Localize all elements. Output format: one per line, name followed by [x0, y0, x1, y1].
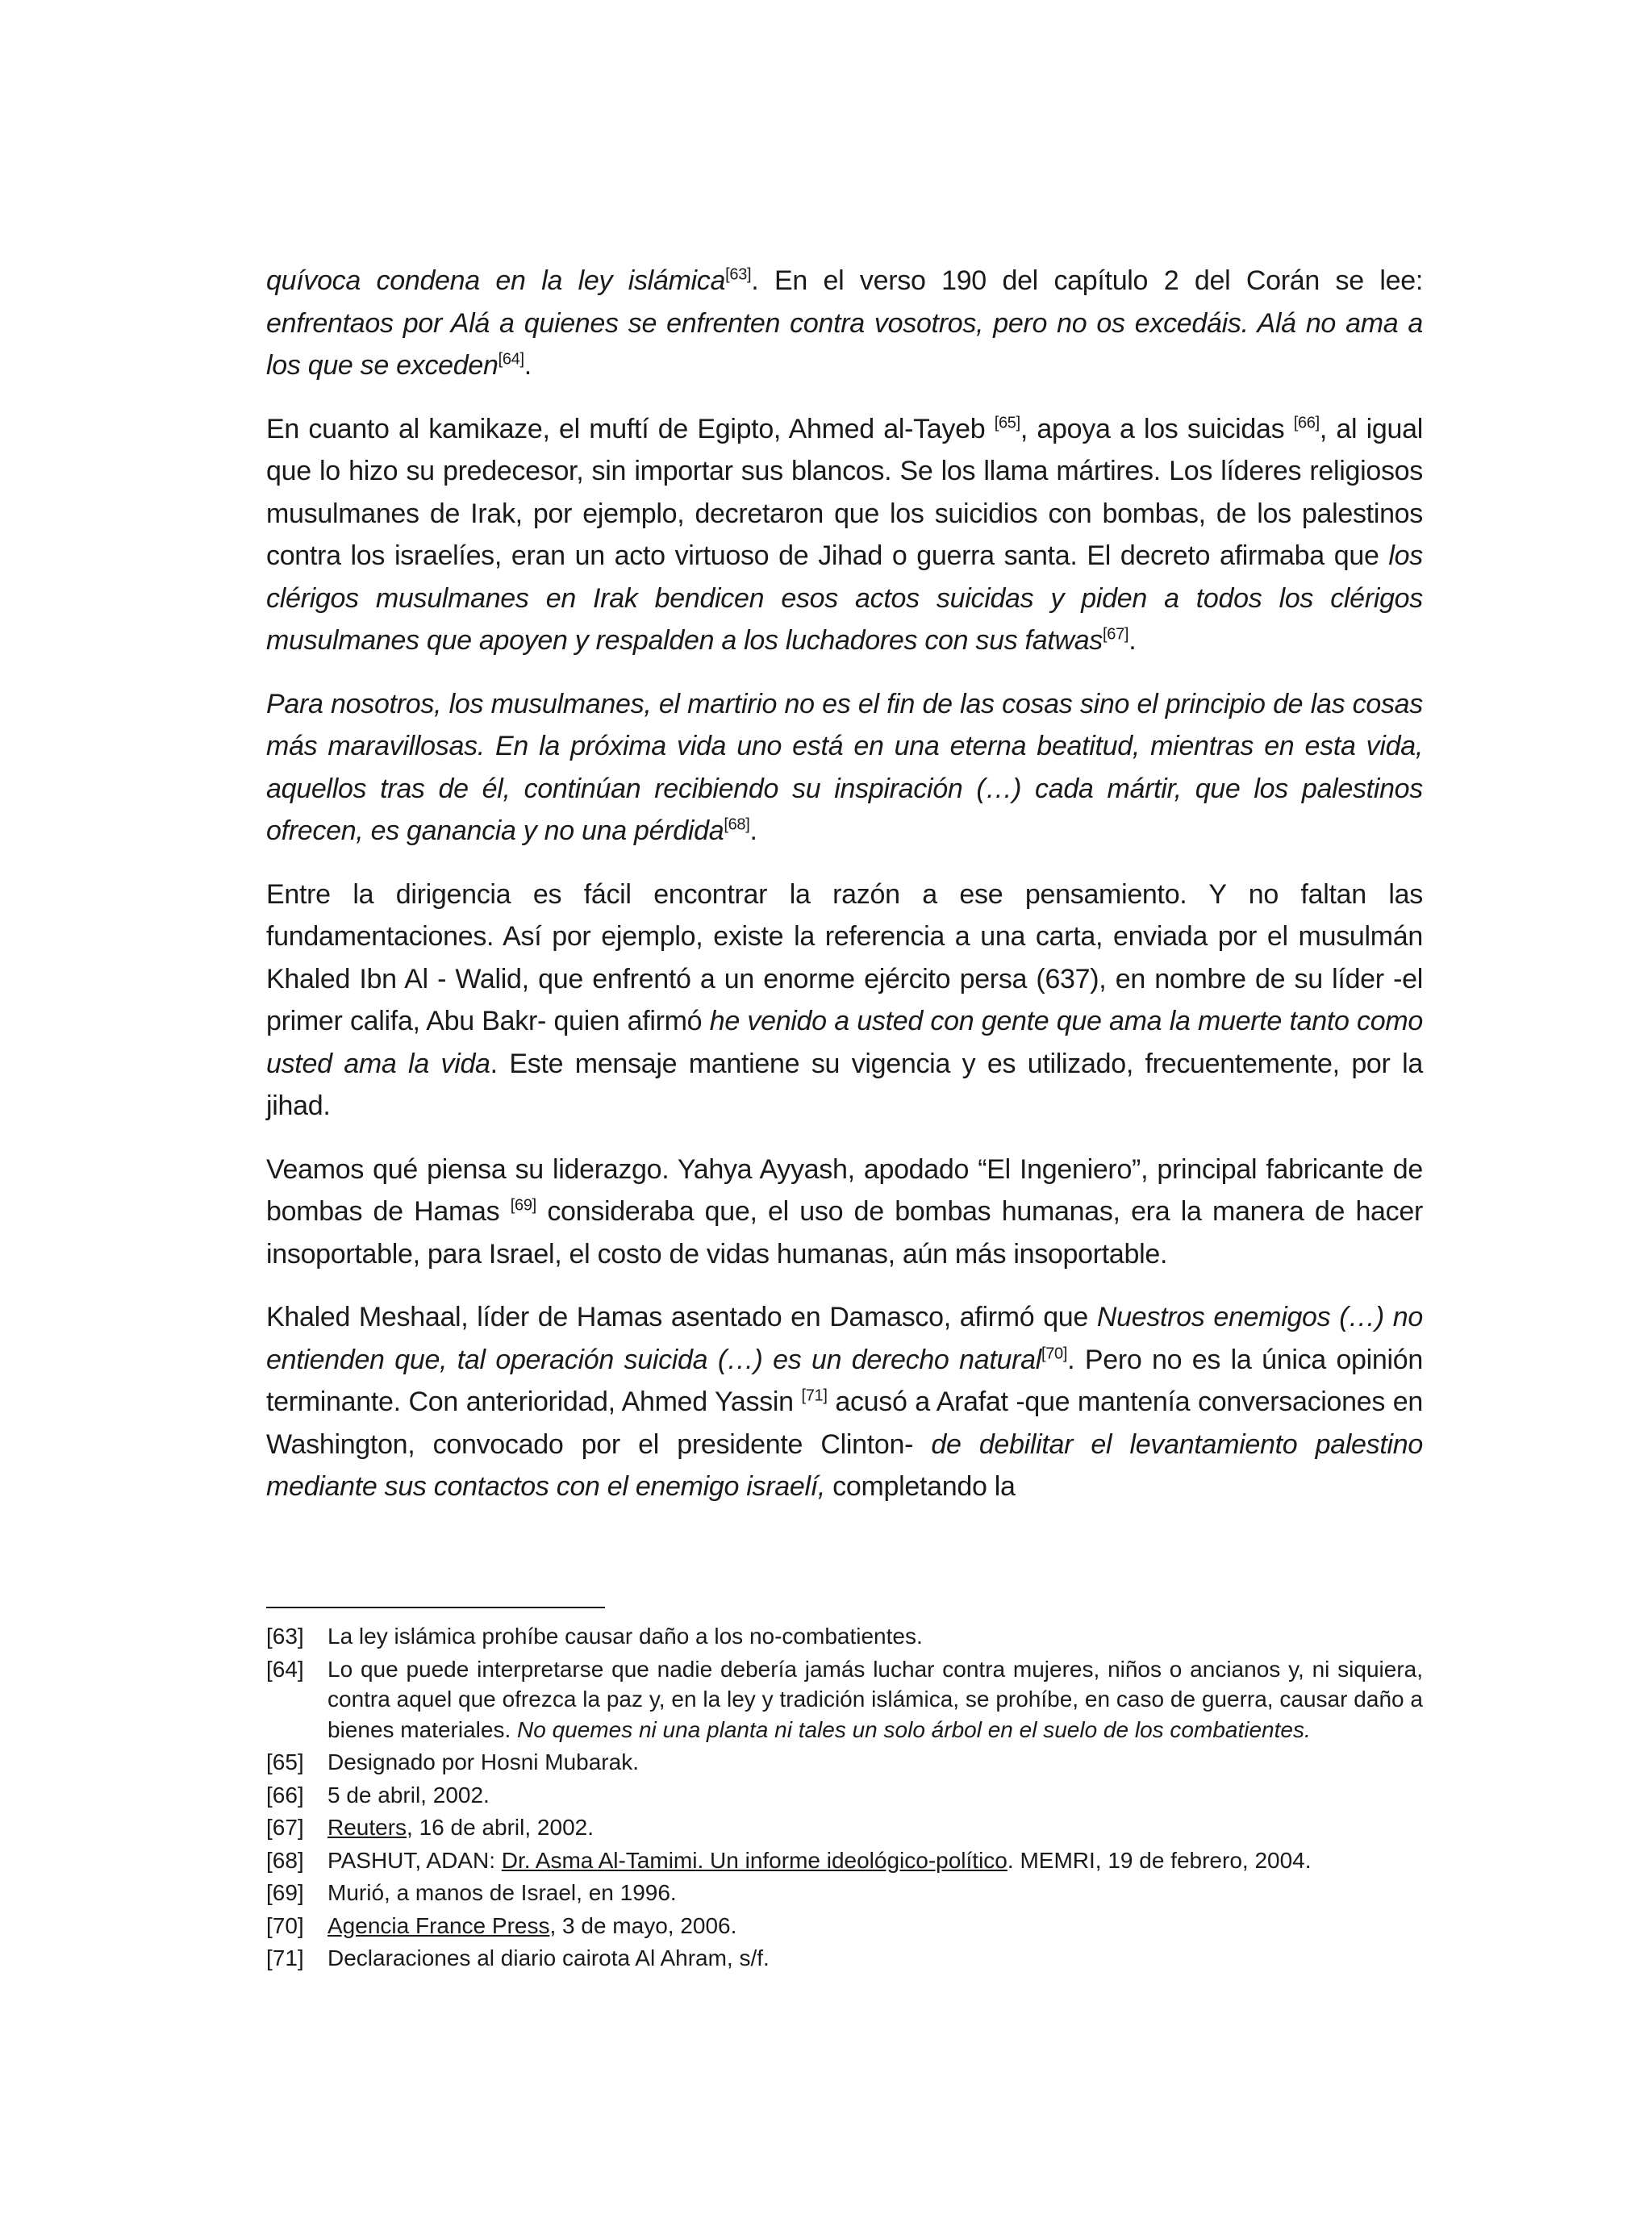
- footnote-text-span: , 3 de mayo, 2006.: [549, 1912, 737, 1938]
- text-span: completando la: [825, 1471, 1016, 1502]
- text-span: En cuanto al kamikaze, el muftí de Egipto, Ahmed al-Tayeb: [266, 413, 995, 444]
- source-link[interactable]: Dr. Asma Al-Tamimi. Un informe ideológico-político: [501, 1847, 1007, 1873]
- footnote-text: [327, 1845, 1423, 1876]
- text-span: . Este mensaje mantiene su vigencia y es utilizado, frecuentemente, por la jihad.: [266, 1048, 1423, 1121]
- paragraph-4: [266, 874, 1423, 1128]
- footnote-text: Murió, a manos de Israel, en 1996.: [327, 1880, 677, 1905]
- footnotes: [266, 1621, 1423, 1976]
- italic-quote: los clérigos musulmanes en Irak bendicen esos actos suicidas y piden a todos los clérigos musulmanes que apoyen y respalden a los luchadores con sus fatwas: [266, 540, 1423, 656]
- paragraph-1: [266, 260, 1423, 387]
- footnote-67: [266, 1812, 1423, 1843]
- italic-quote: he venido a usted con gente que ama la muerte tanto como usted ama la vida: [266, 1006, 1423, 1079]
- footnote-66: [266, 1780, 1423, 1811]
- footnote-ref[interactable]: [64]: [498, 350, 524, 369]
- paragraph-2: [266, 408, 1423, 662]
- body-text: [266, 260, 1423, 1529]
- text-span: . Pero no es la única opinión terminante. Con anterioridad, Ahmed Yassin: [266, 1344, 1423, 1417]
- footnote-text: [327, 1812, 1423, 1843]
- text-span: Veamos qué piensa su liderazgo. Yahya Ayyash, apodado “El Ingeniero”, principal fabricante de bombas de Hamas: [266, 1153, 1423, 1227]
- footnote-ref[interactable]: [68]: [724, 815, 750, 834]
- footnote-68: [266, 1845, 1423, 1876]
- footnote-number: [63]: [266, 1624, 304, 1649]
- footnote-71: [266, 1943, 1423, 1974]
- footnote-number: [68]: [266, 1847, 304, 1873]
- footnote-text: La ley islámica prohíbe causar daño a los no-combatientes.: [327, 1624, 923, 1649]
- footnote-text-span: PASHUT, ADAN:: [327, 1847, 502, 1873]
- source-link[interactable]: Reuters: [327, 1815, 407, 1840]
- footnote-text: [327, 1654, 1423, 1745]
- footnote-number: [64]: [266, 1656, 304, 1682]
- text-span: Entre la dirigencia es fácil encontrar la razón a ese pensamiento. Y no faltan las fundamentaciones. Así por ejemplo, existe la referencia a una carta, enviada por el musulmán Khaled Ibn Al - Walid, que enfrentó a un enorme ejército persa (637), en nombre de su líder -el primer califa, Abu Bakr- quien afirmó: [266, 878, 1423, 1036]
- footnote-number: [69]: [266, 1880, 304, 1905]
- footnote-ref[interactable]: [71]: [801, 1386, 828, 1405]
- text-span: , al igual que lo hizo su predecesor, sin importar sus blancos. Se los llama mártires. Los líderes religiosos musulmanes de Irak, por ejemplo, decretaron que los suicidios con bombas, de los palestinos contra los israelíes, eran un acto virtuoso de Jihad o guerra santa. El decreto afirmaba que: [266, 413, 1424, 571]
- source-link[interactable]: Agencia France Press: [327, 1912, 550, 1938]
- footnote-ref[interactable]: [65]: [994, 414, 1020, 432]
- footnote-italic-quote: No quemes ni una planta ni tales un solo árbol en el suelo de los combatientes.: [517, 1716, 1311, 1742]
- paragraph-3: [266, 683, 1423, 853]
- italic-quote: Nuestros enemigos (…) no entienden que, tal operación suicida (…) es un derecho natural: [266, 1302, 1423, 1375]
- text-span: .: [1128, 625, 1137, 656]
- footnote-number: [70]: [266, 1912, 304, 1938]
- footnote-divider: [266, 1607, 605, 1608]
- footnote-text-span: . MEMRI, 19 de febrero, 2004.: [1007, 1847, 1312, 1873]
- text-span: .: [749, 815, 757, 846]
- footnote-65: [266, 1747, 1423, 1778]
- italic-quote: Para nosotros, los musulmanes, el martirio no es el fin de las cosas sino el principio de las cosas más maravillosas. En la próxima vida uno está en una eterna beatitud, mientras en esta vida, aquellos tras de él, continúan recibiendo su inspiración (…) cada mártir, que los palestinos ofrecen, es ganancia y no una pérdida: [266, 688, 1423, 846]
- footnote-number: [71]: [266, 1945, 304, 1970]
- footnote-69: [266, 1878, 1423, 1908]
- footnote-ref[interactable]: [63]: [725, 265, 752, 284]
- footnote-63: [266, 1621, 1423, 1652]
- footnote-text: [327, 1911, 1423, 1941]
- footnote-64: [266, 1654, 1423, 1745]
- paragraph-5: [266, 1149, 1423, 1276]
- footnote-number: [67]: [266, 1815, 304, 1840]
- footnote-ref[interactable]: [66]: [1293, 414, 1320, 432]
- text-span: Khaled Meshaal, líder de Hamas asentado en Damasco, afirmó que: [266, 1302, 1097, 1332]
- footnote-text: Declaraciones al diario cairota Al Ahram, s/f.: [327, 1945, 770, 1970]
- footnote-ref[interactable]: [70]: [1041, 1345, 1068, 1363]
- paragraph-6: [266, 1296, 1423, 1508]
- italic-quote: quívoca condena en la ley islámica: [266, 265, 726, 296]
- footnote-text-span: Lo que puede interpretarse que nadie debería jamás luchar contra mujeres, niños o ancianos y, ni siquiera, contra aquel que ofrezca la paz y, en la ley y tradición islámica, se prohíbe, en caso de guerra, causar daño a bienes materiales.: [327, 1656, 1423, 1742]
- italic-quote: enfrentaos por Alá a quienes se enfrenten contra vosotros, pero no os excedáis. Alá no ama a los que se exceden: [266, 307, 1423, 381]
- text-span: .: [524, 350, 532, 381]
- footnote-70: [266, 1911, 1423, 1941]
- footnote-ref[interactable]: [67]: [1103, 625, 1129, 644]
- text-span: , apoya a los suicidas: [1020, 413, 1294, 444]
- footnote-text: Designado por Hosni Mubarak.: [327, 1749, 639, 1774]
- italic-quote: de debilitar el levantamiento palestino mediante sus contactos con el enemigo israelí,: [266, 1428, 1423, 1502]
- text-span: . En el verso 190 del capítulo 2 del Corán se lee:: [751, 265, 1423, 296]
- text-span: consideraba que, el uso de bombas humanas, era la manera de hacer insoportable, para Israel, el costo de vidas humanas, aún más insoportable.: [266, 1196, 1423, 1270]
- footnote-text-span: , 16 de abril, 2002.: [407, 1815, 594, 1840]
- footnote-number: [66]: [266, 1782, 304, 1808]
- text-span: acusó a Arafat -que mantenía conversaciones en Washington, convocado por el presidente Clinton-: [266, 1386, 1423, 1460]
- footnote-text: 5 de abril, 2002.: [327, 1782, 490, 1808]
- footnote-ref[interactable]: [69]: [510, 1196, 536, 1215]
- footnote-number: [65]: [266, 1749, 304, 1774]
